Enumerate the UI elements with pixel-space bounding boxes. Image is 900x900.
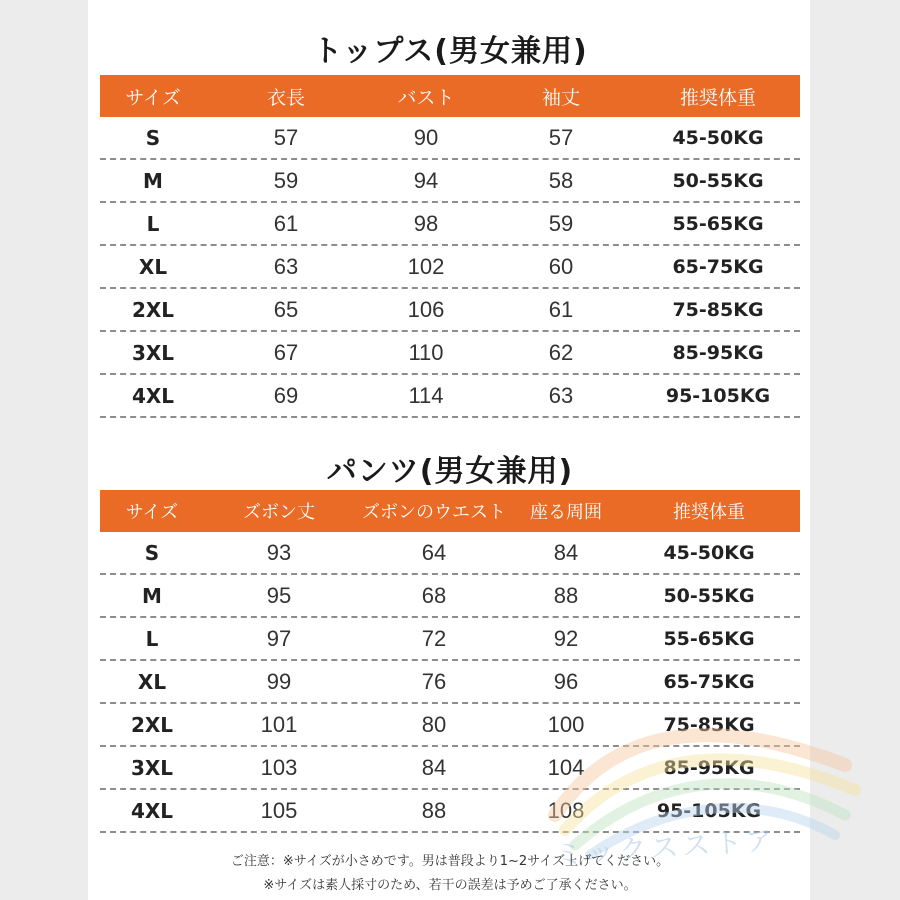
header-weight: 推奨体重 bbox=[673, 502, 745, 523]
size-cell: 2XL bbox=[131, 297, 175, 322]
measurement-cell: 61 bbox=[273, 210, 299, 236]
measurement-cell: 60 bbox=[548, 253, 574, 279]
header-weight: 推奨体重 bbox=[679, 86, 756, 109]
measurement-cell: 63 bbox=[548, 382, 574, 408]
measurement-cell: 96 bbox=[553, 668, 579, 694]
weight-cell: 85-95KG bbox=[663, 756, 755, 779]
weight-cell: 75-85KG bbox=[672, 298, 764, 321]
measurement-cell: 59 bbox=[273, 167, 299, 193]
size-cell: 3XL bbox=[131, 340, 175, 365]
measurement-cell: 62 bbox=[548, 339, 574, 365]
weight-cell: 95-105KG bbox=[656, 799, 762, 822]
size-cell: S bbox=[145, 125, 161, 150]
measurement-cell: 95 bbox=[266, 582, 292, 608]
weight-cell: 55-65KG bbox=[672, 212, 764, 235]
measurement-cell: 105 bbox=[260, 797, 298, 823]
measurement-cell: 92 bbox=[553, 625, 579, 651]
measurement-cell: 114 bbox=[408, 382, 444, 408]
tops-size-table bbox=[100, 75, 800, 418]
weight-cell: 55-65KG bbox=[663, 627, 755, 650]
table-row bbox=[100, 160, 800, 203]
measurement-cell: 98 bbox=[413, 210, 439, 236]
measurement-cell: 90 bbox=[413, 124, 439, 150]
measurement-cell: 94 bbox=[413, 167, 439, 193]
tops-table-header bbox=[100, 75, 800, 117]
header-size: サイズ bbox=[125, 86, 181, 109]
measurement-cell: 108 bbox=[547, 797, 585, 823]
size-cell: 2XL bbox=[130, 712, 174, 737]
size-cell: S bbox=[144, 540, 160, 565]
measurement-cell: 88 bbox=[421, 797, 447, 823]
size-cell: XL bbox=[138, 254, 168, 279]
size-cell: 4XL bbox=[131, 383, 175, 408]
measurement-cell: 64 bbox=[421, 539, 447, 565]
measurement-cell: 68 bbox=[421, 582, 447, 608]
table-row bbox=[100, 704, 800, 747]
pants-title: パンツ(男女兼用) bbox=[326, 454, 574, 489]
measurement-cell: 58 bbox=[548, 167, 574, 193]
table-row bbox=[100, 532, 800, 575]
measurement-cell: 76 bbox=[421, 668, 447, 694]
weight-cell: 75-85KG bbox=[663, 713, 755, 736]
measurement-cell: 106 bbox=[407, 296, 445, 322]
pants-table-header bbox=[100, 490, 800, 532]
table-row bbox=[100, 203, 800, 246]
table-row bbox=[100, 575, 800, 618]
weight-cell: 85-95KG bbox=[672, 341, 764, 364]
table-row bbox=[100, 790, 800, 833]
measurement-cell: 100 bbox=[547, 711, 585, 737]
table-row bbox=[100, 289, 800, 332]
measurement-cell: 101 bbox=[260, 711, 298, 737]
measurement-cell: 57 bbox=[548, 124, 574, 150]
weight-cell: 65-75KG bbox=[672, 255, 764, 278]
measurement-cell: 97 bbox=[266, 625, 292, 651]
measurement-cell: 72 bbox=[421, 625, 447, 651]
measurement-note: ※サイズは素人採寸のため、若干の誤差は予めご了承ください。 bbox=[263, 878, 637, 893]
weight-cell: 65-75KG bbox=[663, 670, 755, 693]
measurement-cell: 104 bbox=[547, 754, 585, 780]
header-size: サイズ bbox=[125, 502, 179, 523]
measurement-cell: 99 bbox=[266, 668, 292, 694]
measurement-cell: 63 bbox=[273, 253, 299, 279]
table-row bbox=[100, 332, 800, 375]
header-sleeve: 袖丈 bbox=[541, 86, 580, 109]
pants-size-table bbox=[100, 490, 800, 833]
table-row bbox=[100, 661, 800, 704]
size-cell: M bbox=[143, 168, 163, 193]
size-note: ご注意：※サイズが小さめです。男は普段より1~2サイズ上げてください。 bbox=[230, 854, 670, 869]
measurement-cell: 84 bbox=[553, 539, 579, 565]
measurement-cell: 80 bbox=[421, 711, 447, 737]
weight-cell: 50-55KG bbox=[672, 169, 764, 192]
weight-cell: 45-50KG bbox=[663, 541, 755, 564]
weight-cell: 95-105KG bbox=[665, 384, 771, 407]
header-waist: ズボンのウエスト bbox=[362, 502, 506, 523]
measurement-cell: 57 bbox=[273, 124, 299, 150]
measurement-cell: 84 bbox=[421, 754, 447, 780]
measurement-cell: 110 bbox=[408, 339, 444, 365]
measurement-cell: 59 bbox=[548, 210, 574, 236]
size-cell: L bbox=[145, 626, 159, 651]
measurement-cell: 67 bbox=[273, 339, 299, 365]
measurement-cell: 65 bbox=[273, 296, 299, 322]
header-pants-length: ズボン丈 bbox=[243, 502, 315, 523]
table-row bbox=[100, 246, 800, 289]
measurement-cell: 93 bbox=[266, 539, 292, 565]
measurement-cell: 61 bbox=[548, 296, 574, 322]
watermark-text: ミックスストア bbox=[554, 823, 779, 872]
header-seat: 座る周囲 bbox=[530, 502, 602, 523]
weight-cell: 50-55KG bbox=[663, 584, 755, 607]
measurement-cell: 69 bbox=[273, 382, 299, 408]
measurement-cell: 102 bbox=[407, 253, 445, 279]
header-length: 衣長 bbox=[266, 86, 305, 109]
table-row bbox=[100, 117, 800, 160]
weight-cell: 45-50KG bbox=[672, 126, 764, 149]
table-row bbox=[100, 747, 800, 790]
tops-title: トップス(男女兼用) bbox=[312, 34, 588, 69]
header-bust: バスト bbox=[397, 86, 455, 109]
measurement-cell: 103 bbox=[260, 754, 298, 780]
size-cell: 3XL bbox=[130, 755, 174, 780]
table-row bbox=[100, 375, 800, 418]
measurement-cell: 88 bbox=[553, 582, 579, 608]
size-cell: M bbox=[142, 583, 162, 608]
size-cell: 4XL bbox=[130, 798, 174, 823]
table-row bbox=[100, 618, 800, 661]
size-cell: XL bbox=[137, 669, 167, 694]
size-cell: L bbox=[146, 211, 160, 236]
